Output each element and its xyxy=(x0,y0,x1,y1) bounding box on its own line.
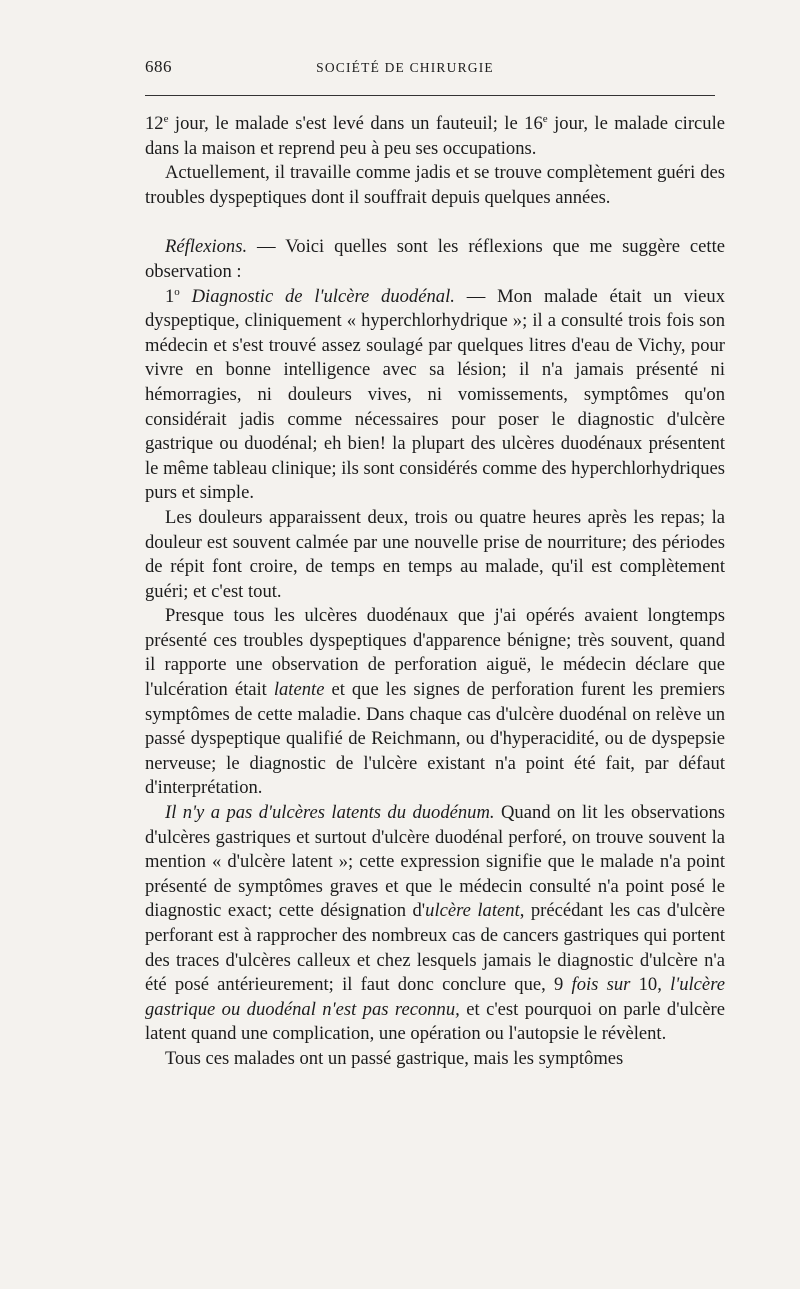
running-title: SOCIÉTÉ DE CHIRURGIE xyxy=(316,60,494,75)
italic-non-reconnu: l'ulcère gastrique ou duodénal n'est pas reconnu, xyxy=(145,974,725,1020)
paragraph-text: Quand on lit les observations d'ulcères gastriques et surtout d'ulcère duodénal perforé, on trouve souvent la mention « d'ulcère latent »; cette expression signifie que le malade n'a point présenté de symptômes graves et que le médecin consulté n'a point posé le diagnostic exact; cette désignation d' xyxy=(145,802,725,922)
section-heading-ulceres-latents: Il n'y a pas d'ulcères latents du duodénum. xyxy=(165,802,495,824)
page-number: 686 xyxy=(145,57,172,76)
paragraph-1 xyxy=(145,112,725,161)
paragraph-presque xyxy=(145,604,725,801)
section-heading-reflexions: Réflexions. xyxy=(165,236,248,258)
paragraph-2: Actuellement, il travaille comme jadis et se trouve complètement guéri des troubles dyspeptiques dont il souffrait depuis quelques années. xyxy=(145,162,725,208)
paragraph-text: jour, le malade s'est levé dans un fauteuil; le 16 xyxy=(168,113,543,134)
paragraph-reflexions xyxy=(145,235,725,284)
paragraph-text: — Mon malade était un vieux dyspeptique, cliniquement « hyperchlorhydrique »; il a consulté trois fois son médecin et s'est trouvé assez soulagé par quelques litres d'eau de Vichy, pour vivre en bonne intelligence avec sa lésion; il n'a jamais présenté ni hémorragies, ni douleurs vives, ni vomissements, symptômes qu'on considérait jadis comme nécessaires pour poser le diagnostic d'ulcère gastrique ou duodénal; eh bien! la plupart des ulcères duodénaux présentent le même tableau clinique; ils sont considérés comme des hyperchlorhydriques purs et simple. xyxy=(145,285,725,504)
superscript: e xyxy=(542,112,548,125)
item-number: 1 xyxy=(165,285,175,307)
header-rule xyxy=(145,95,715,96)
section-heading-diagnostic: Diagnostic de l'ulcère duodénal. xyxy=(179,285,455,307)
italic-fois-sur: fois sur xyxy=(571,974,631,996)
paragraph-text: — Voici quelles sont les réflexions que me suggère cette observation : xyxy=(145,236,725,282)
superscript: o xyxy=(174,285,180,298)
paragraph-text: et c'est pourquoi on parle d'ulcère latent quand une complication, une opération ou l'autopsie le révèlent. xyxy=(145,998,725,1045)
paragraph-diagnostic xyxy=(145,285,725,506)
paragraph-ulceres-latents xyxy=(145,801,725,1047)
paragraph-text: , précédant les cas d'ulcère perforant est à rapprocher des nombreux cas de cancers gastriques qui portent des traces d'ulcères calleux et chez lesquels jamais le diagnostic d'ulcère n'a été posé antérieurement; il faut donc conclure que, 9 xyxy=(145,900,725,996)
paragraph-douleurs: Les douleurs apparaissent deux, trois ou quatre heures après les repas; la douleur est souvent calmée par une nouvelle prise de nourriture; des périodes de répit font croire, de temps en temps au malade, qu'il est complètement guéri; et c'est tout. xyxy=(145,506,725,602)
italic-latente: latente xyxy=(273,679,325,701)
paragraph-text: jour, le malade circule dans la maison et reprend peu à peu ses occupations. xyxy=(145,113,725,159)
italic-ulcere-latent: ulcère latent xyxy=(425,900,520,922)
superscript: e xyxy=(163,112,169,125)
paragraph-text: et que les signes de perforation furent les premiers symptômes de cette maladie. Dans chaque cas d'ulcère duodénal on relève un passé dyspeptique qualifié de Reichmann, ou d'hyperacidité, ou de dyspepsie nerveuse; le diagnostic de l'ulcère existant n'a point été fait, par défaut d'interprétation. xyxy=(145,679,726,799)
day-number-12: 12 xyxy=(145,113,164,134)
body-text xyxy=(145,112,725,1072)
paragraph-last: Tous ces malades ont un passé gastrique, mais les symptômes xyxy=(165,1047,624,1069)
paragraph-text: 10, xyxy=(630,974,671,996)
paragraph-text: Presque tous les ulcères duodénaux que j'ai opérés avaient longtemps présenté ces troubles dyspeptiques d'apparence bénigne; très souvent, quand il rapporte une observation de perforation aiguë, le médecin déclare que l'ulcération était xyxy=(145,605,725,701)
page-header xyxy=(145,57,725,83)
